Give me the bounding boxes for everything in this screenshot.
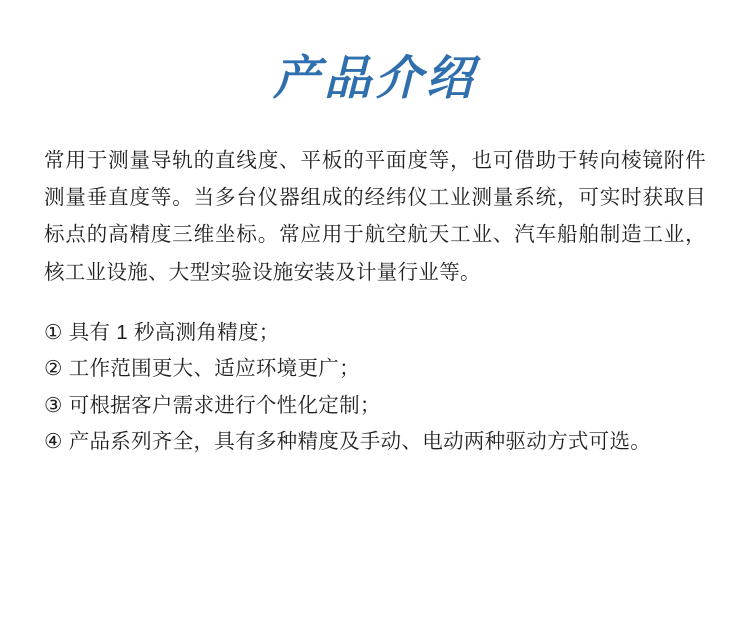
feature-list [44, 291, 706, 461]
list-item [44, 351, 706, 387]
list-marker: ④ [44, 430, 63, 454]
page-title: 产品介绍 [273, 53, 477, 105]
list-marker: ② [44, 357, 63, 381]
list-item-text: 具有 1 秒高测角精度； [68, 320, 280, 344]
list-item-text: 工作范围更大、适应环境更广； [68, 357, 360, 381]
intro-paragraph: 常用于测量导轨的直线度、平板的平面度等，也可借助于转向棱镜附件测量垂直度等。当多台仪器组成的经纬仪工业测量系统，可实时获取目标点的高精度三维坐标。常应用于航空航天工业、汽车船舶制造工业，核工业设施、大型实验设施安装及计量行业等。 [44, 148, 706, 284]
list-item [44, 388, 706, 424]
list-marker: ③ [44, 393, 63, 417]
list-item-text: 可根据客户需求进行个性化定制； [68, 393, 381, 417]
list-item-text: 产品系列齐全，具有多种精度及手动、电动两种驱动方式可选。 [68, 430, 652, 454]
list-item [44, 424, 706, 460]
list-item [44, 315, 706, 351]
list-marker: ① [44, 320, 63, 344]
